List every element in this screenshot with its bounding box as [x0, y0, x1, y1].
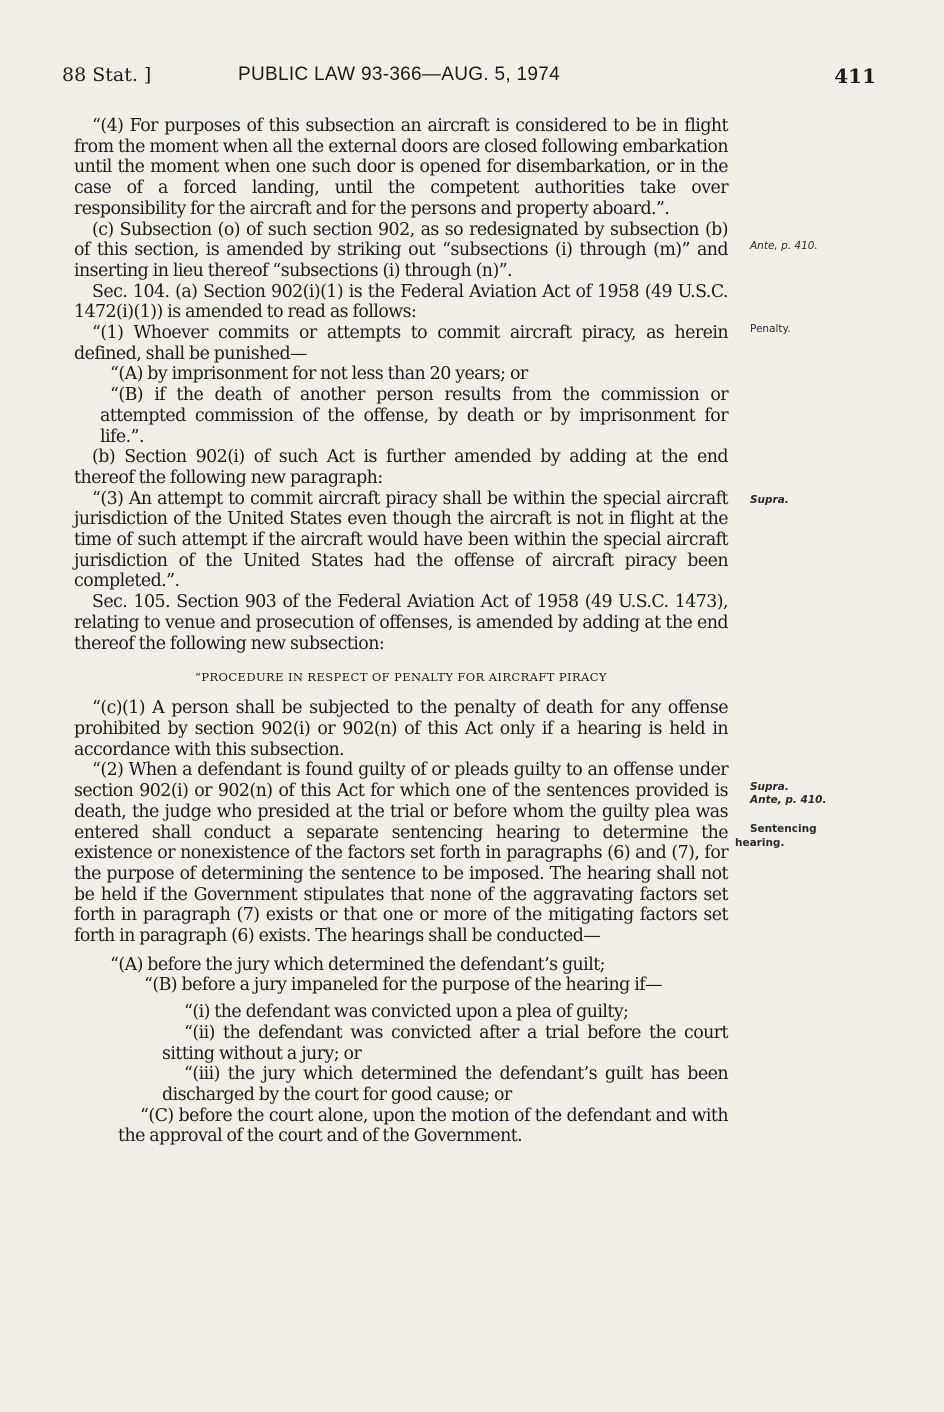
clause-iii-jury-discharged: “(iii) the jury which determined the defendant’s guilt has been discharged by the court for good cause; or	[162, 1064, 728, 1105]
paragraph-2-sentencing-hearing: “(2) When a defendant is found guilty of or pleads guilty to an offense under section 902(i) or 902(n) of this Act for which one of the sentences provided is death, the judge who presided at the trial or before whom the guilty plea was entered shall conduct a separate sentencing hearing to determine the existence or nonexistence of the factors set forth in paragraphs (6) and (7), for the purpose of determining the sentence to be imposed. The hearing shall not be held if the Government stipulates that none of the aggravating factors set forth in paragraph (7) exists or that one or more of the mitigating factors set forth in paragraph (6) exists. The hearings shall be conducted—	[74, 760, 728, 947]
margin-note-ante-410-2: Ante, p. 410.	[750, 794, 827, 806]
section-heading: “PROCEDURE IN RESPECT OF PENALTY FOR AIRCRAFT PIRACY	[195, 670, 607, 685]
margin-note-sentencing: Sentencing	[750, 823, 817, 835]
margin-note-penalty: Penalty.	[750, 323, 791, 335]
margin-note-hearing: hearing.	[735, 837, 785, 849]
clause-a-imprisonment: “(A) by imprisonment for not less than 20 years; or	[110, 364, 528, 385]
clause-b-death: “(B) if the death of another person results from the commission or attempted commission of the offense, by death or by imprisonment for life.”.	[100, 385, 728, 447]
running-title: PUBLIC LAW 93-366—AUG. 5, 1974	[238, 64, 560, 85]
paragraph-c-subsection-o: (c) Subsection (o) of such section 902, as so redesignated by subsection (b) of this section, is amended by striking out “subsections (i) through (m)” and inserting in lieu thereof “subsections (i) through (n)”.	[74, 219, 728, 281]
margin-note-ante-410: Ante, p. 410.	[750, 240, 818, 252]
paragraph-b-902i: (b) Section 902(i) of such Act is further amended by adding at the end thereof the following new paragraph:	[74, 447, 728, 488]
paragraph-1-piracy-punishment: “(1) Whoever commits or attempts to commit aircraft piracy, as herein defined, shall be punished—	[74, 323, 728, 364]
clause-a-same-jury: “(A) before the jury which determined the defendant’s guilt;	[110, 954, 605, 975]
clause-ii-court-trial: “(ii) the defendant was convicted after a trial before the court sitting without a jury; or	[162, 1022, 728, 1064]
margin-note-supra: Supra.	[750, 494, 789, 506]
page-header	[62, 64, 880, 94]
clause-c-court-alone: “(C) before the court alone, upon the motion of the defendant and with the approval of the court and of the Government.	[118, 1105, 728, 1147]
clause-i-guilty-plea: “(i) the defendant was convicted upon a plea of guilty;	[184, 1002, 629, 1023]
statute-reference: 88 Stat. ]	[62, 64, 152, 86]
paragraph-c1-death-penalty: “(c)(1) A person shall be subjected to the penalty of death for any offense prohibited by section 902(i) or 902(n) of this Act only if a hearing is held in accordance with this subsection.	[74, 698, 728, 760]
paragraph-3-attempt: “(3) An attempt to commit aircraft piracy shall be within the special aircraft jurisdiction of the United States even though the aircraft is not in flight at the time of such attempt if the aircraft would have been within the special aircraft jurisdiction of the United States had the offense of aircraft piracy been completed.”.	[74, 488, 728, 592]
clause-b-new-jury: “(B) before a jury impaneled for the purpose of the hearing if—	[144, 975, 662, 996]
body-text	[74, 116, 728, 1147]
paragraph-sec-105: Sec. 105. Section 903 of the Federal Aviation Act of 1958 (49 U.S.C. 1473), relating to venue and prosecution of offenses, is amended by adding at the end thereof the following new subsection:	[74, 592, 728, 654]
paragraph-4-flight-definition: “(4) For purposes of this subsection an aircraft is considered to be in flight from the moment when all the external doors are closed following embarkation until the moment when one such door is opened for disembarkation, or in the case of a forced landing, until the competent authorities take over responsibility for the aircraft and for the persons and property aboard.”.	[74, 116, 728, 219]
page-number: 411	[834, 64, 876, 88]
margin-note-supra-2: Supra.	[750, 781, 789, 793]
paragraph-sec-104: Sec. 104. (a) Section 902(i)(1) is the Federal Aviation Act of 1958 (49 U.S.C. 1472(i)(1)) is amended to read as follows:	[74, 281, 728, 323]
